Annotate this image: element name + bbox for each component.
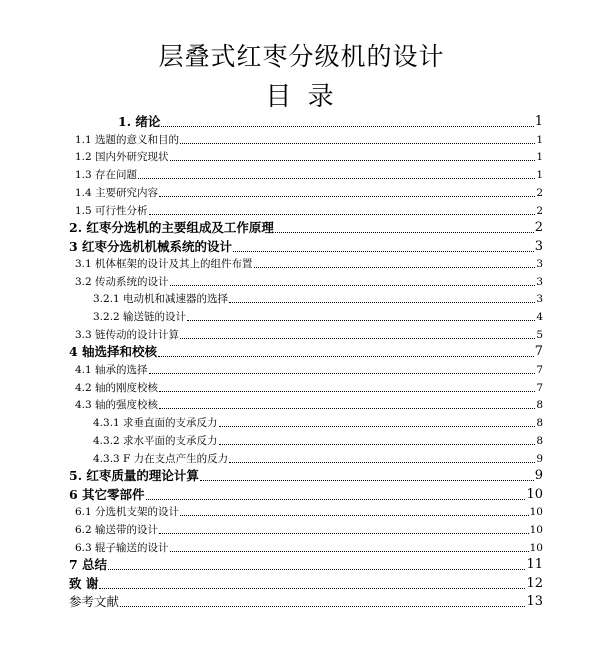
toc-entry-6-1 — [75, 505, 543, 519]
toc-entry-3-2 — [75, 275, 543, 289]
leader-dots — [159, 195, 535, 197]
leader-dots — [170, 284, 536, 286]
toc-entry-text: 4.3.1 求垂直面的支承反力 — [93, 417, 218, 429]
toc-entry-3-2-2 — [93, 310, 543, 324]
leader-dots — [120, 605, 525, 607]
toc-entry-text: 7 总结 — [69, 557, 108, 572]
toc-entry-page: 2 — [536, 187, 543, 199]
toc-entry-text: 4 轴选择和校核 — [69, 344, 158, 359]
toc-entry-text: 6.1 分选机支架的设计 — [75, 506, 180, 518]
leader-dots — [159, 390, 535, 392]
leader-dots — [159, 407, 535, 409]
toc-entry-page: 7 — [534, 344, 543, 359]
toc-entry-1 — [118, 114, 543, 130]
toc-entry-1-1 — [75, 133, 543, 147]
toc-entry-page: 1 — [536, 151, 543, 163]
leader-dots — [161, 125, 533, 127]
leader-dots — [146, 498, 526, 500]
toc-entry-4-2 — [75, 381, 543, 395]
toc-entry-text: 4.1 轴承的选择 — [75, 364, 148, 376]
toc-entry-4-1 — [75, 363, 543, 377]
toc-entry-text: 1.5 可行性分析 — [75, 205, 148, 217]
toc-entry-4-3-1 — [93, 416, 543, 430]
toc-entry-page: 1 — [536, 134, 543, 146]
leader-dots — [180, 514, 529, 516]
document-title: 层叠式红枣分级机的设计 — [158, 42, 445, 71]
toc-entry-2 — [69, 220, 543, 236]
toc-entry-page: 10 — [529, 524, 543, 536]
toc-entry-text: 1. 绪论 — [118, 114, 161, 129]
toc-entry-page: 1 — [536, 169, 543, 181]
leader-dots — [170, 159, 536, 161]
toc-entry-text: 3.2 传动系统的设计 — [75, 276, 169, 288]
toc-entry-page: 4 — [536, 311, 543, 323]
toc-entry-text: 3.3 链传动的设计计算 — [75, 329, 180, 341]
toc-heading: 目 录 — [265, 82, 338, 112]
toc-entry-6 — [69, 487, 543, 503]
leader-dots — [180, 337, 535, 339]
leader-dots — [108, 568, 525, 570]
toc-entry-references — [69, 594, 543, 610]
toc-entry-3-1 — [75, 257, 543, 271]
toc-entry-page: 3 — [536, 276, 543, 288]
toc-entry-text: 3.2.2 输送链的设计 — [93, 311, 187, 323]
toc-entry-page: 8 — [536, 435, 543, 447]
toc-entry-page: 9 — [534, 468, 543, 483]
toc-entry-page: 3 — [534, 239, 543, 254]
toc-entry-page: 10 — [529, 506, 543, 518]
leader-dots — [170, 550, 529, 552]
toc-entry-3-3 — [75, 328, 543, 342]
leader-dots — [254, 266, 536, 268]
leader-dots — [229, 461, 535, 463]
toc-entry-1-2 — [75, 150, 543, 164]
toc-entry-text: 4.3.2 求水平面的支承反力 — [93, 435, 218, 447]
toc-entry-page: 2 — [536, 205, 543, 217]
toc-entry-4-3 — [75, 398, 543, 412]
toc-entry-page: 10 — [526, 487, 543, 502]
toc-entry-text: 2. 红枣分选机的主要组成及工作原理 — [69, 220, 274, 235]
toc-entry-text: 致 谢 — [69, 576, 99, 591]
toc-entry-6-3 — [75, 541, 543, 555]
leader-dots — [229, 301, 535, 303]
leader-dots — [138, 177, 535, 179]
toc-entry-page: 5 — [536, 329, 543, 341]
toc-entry-page: 10 — [529, 542, 543, 554]
toc-entry-1-4 — [75, 186, 543, 200]
leader-dots — [233, 250, 534, 252]
toc-entry-4-3-3 — [93, 452, 543, 466]
leader-dots — [219, 425, 536, 427]
toc-entry-text: 1.4 主要研究内容 — [75, 187, 159, 199]
toc-entry-text: 6.3 辊子输送的设计 — [75, 542, 169, 554]
toc-entry-page: 3 — [536, 293, 543, 305]
leader-dots — [180, 142, 535, 144]
leader-dots — [99, 587, 525, 589]
toc-entry-page: 7 — [536, 382, 543, 394]
toc-entry-page: 12 — [526, 576, 543, 591]
toc-entry-page: 13 — [526, 594, 543, 609]
toc-entry-page: 8 — [536, 417, 543, 429]
toc-entry-5 — [69, 468, 543, 484]
toc-entry-page: 9 — [536, 453, 543, 465]
leader-dots — [149, 372, 536, 374]
toc-entry-4-3-2 — [93, 434, 543, 448]
toc-entry-text: 3.1 机体框架的设计及其上的组件布置 — [75, 258, 253, 270]
toc-entry-1-3 — [75, 168, 543, 182]
toc-entry-3-2-1 — [93, 292, 543, 306]
leader-dots — [219, 443, 536, 445]
toc-entry-text: 4.3 轴的强度校核 — [75, 399, 159, 411]
toc-entry-text: 6 其它零部件 — [69, 487, 145, 502]
leader-dots — [275, 231, 534, 233]
toc-entry-1-5 — [75, 204, 543, 218]
leader-dots — [149, 213, 536, 215]
toc-entry-page: 2 — [534, 220, 543, 235]
toc-entry-7 — [69, 557, 543, 573]
toc-entry-page: 7 — [536, 364, 543, 376]
toc-entry-text: 1.3 存在问题 — [75, 169, 138, 181]
leader-dots — [158, 355, 534, 357]
toc-entry-text: 5. 红枣质量的理论计算 — [69, 468, 199, 483]
toc-entry-text: 1.1 选题的意义和目的 — [75, 134, 180, 146]
toc-entry-page: 3 — [536, 258, 543, 270]
toc-entry-3 — [69, 239, 543, 255]
leader-dots — [159, 532, 529, 534]
toc-entry-text: 4.2 轴的刚度校核 — [75, 382, 159, 394]
toc-entry-6-2 — [75, 523, 543, 537]
toc-entry-acknowledgements — [69, 576, 543, 592]
leader-dots — [187, 319, 535, 321]
toc-entry-text: 4.3.3 F 力在支点产生的反力 — [93, 453, 229, 465]
toc-entry-text: 3.2.1 电动机和减速器的选择 — [93, 293, 229, 305]
toc-entry-4 — [69, 344, 543, 360]
toc-entry-text: 参考文献 — [69, 594, 120, 609]
toc-entry-page: 1 — [534, 114, 543, 129]
toc-entry-text: 3 红枣分选机机械系统的设计 — [69, 239, 233, 254]
toc-entry-text: 6.2 输送带的设计 — [75, 524, 159, 536]
toc-entry-page: 11 — [526, 557, 543, 572]
toc-entry-page: 8 — [536, 399, 543, 411]
leader-dots — [200, 479, 534, 481]
toc-entry-text: 1.2 国内外研究现状 — [75, 151, 169, 163]
